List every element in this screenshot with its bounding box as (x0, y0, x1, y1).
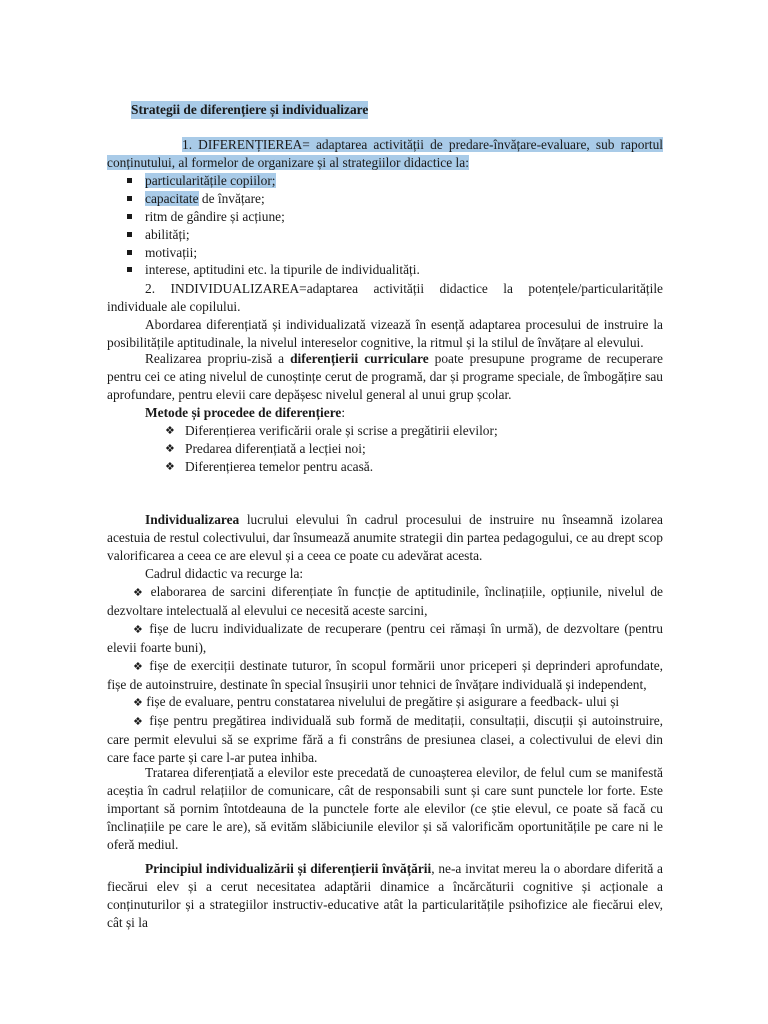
square-bullet-icon (127, 267, 132, 272)
diamond-bullet-icon: ❖ (165, 459, 175, 473)
diamond-bullet-icon: ❖ (133, 696, 143, 710)
list-item: ❖ fișe de evaluare, pentru constatarea nivelului de pregătire și asigurare a feedback- ului și (133, 694, 620, 710)
list-item: ❖ Predarea diferențiată a lecției noi; (165, 440, 366, 456)
list-item: ❖ fișe de lucru individualizate de recuperare (pentru cei rămași în urmă), de dezvoltare (pentru elevii foarte buni), (107, 620, 663, 655)
diamond-bullet-icon: ❖ (133, 586, 146, 599)
list-particularitati (107, 172, 663, 279)
paragraph-tratarea: Tratarea diferențiată a elevilor este precedată de cunoașterea elevilor, de felul cum se manifestă aceștia în cadrul relațiilor de comunicare, cât de responsabili sunt și care sunt punctele lor forte. Este important să pornim întotdeauna de la punctele forte ale elevilor (ce știe elevul, ce poate să facă cu înclinațiile pe care le are), să evităm slăbiciunile elevilor și să valorificăm oportunitățile pe care ni le oferă mediul. (107, 765, 663, 852)
square-bullet-icon (127, 178, 132, 183)
paragraph-principiul: Principiul individualizării și diferențierii învățării, ne-a invitat mereu la o abordare diferită a fiecărui elev și a cerut necesitatea adaptării dinamice a încărcăturii cognitive și acționale a conținuturilor și a strategiilor instructiv-educative atât la particularitățile psihofizice ale fiecărui elev, cât și la (107, 861, 663, 930)
list-item: particularitățile copiilor; (107, 172, 663, 190)
list-recurge (107, 583, 663, 767)
diamond-bullet-icon: ❖ (165, 423, 175, 437)
list-item: ❖ Diferențierea temelor pentru acasă. (165, 458, 374, 474)
methods-section: Metode și procedee de diferențiere: ❖ Diferențierea verificării orale și scrise a pregătirii elevilor; ❖ Predarea diferențiată a lecției noi; ❖ Diferențierea temelor pentru acasă. (107, 404, 663, 476)
list-item: ❖ Diferențierea verificării orale și scrise a pregătirii elevilor; (165, 422, 498, 438)
paragraph-individualizarea-lucrului: Individualizarea lucrului elevului în cadrul procesului de instruire nu înseamnă izolarea acestuia de restul colectivului, dar însumează anumite strategii din partea pedagogului, ce au drept scop valorificarea a ceea ce are elevul și a ceea ce poate cu adevărat acesta. (107, 512, 663, 563)
square-bullet-icon (127, 232, 132, 237)
paragraph-realizarea: Realizarea propriu-zisă a diferențierii curriculare poate presupune programe de recuperare pentru cei ce ating nivelul de cunoștințe cerut de programă, dar și programe speciale, de îmbogățire sau aprofundare, pentru elevii care depășesc nivelul general al unui grup școlar. (107, 351, 663, 402)
paragraph-cadrul-didactic: Cadrul didactic va recurge la: (145, 566, 304, 581)
page-title: Strategii de diferențiere și individualizare (131, 102, 369, 117)
list-item: motivații; (107, 244, 663, 262)
list-item: ❖ fișe de exerciții destinate tuturor, în scopul formării unor priceperi și deprinderi aprofundate, fișe de autoinstruire, destinate în special însușirii unor tehnici de învățare individuală și independent, (107, 657, 663, 692)
highlighted-definition: 1. DIFERENȚIEREA= adaptarea activității de predare-învățare-evaluare, sub raportul conținutului, al formelor de organizare și al strategiilor didactice la: (107, 137, 663, 170)
list-item: ❖ fișe pentru pregătirea individuală sub formă de meditații, consultații, discuții și autoinstruire, care permit elevului să se exprime fără a fi constrâns de presiunea clasei, a colectivului de elevi din care face parte și care l-ar putea inhiba. (107, 713, 663, 766)
paragraph-diferentierea (107, 136, 663, 172)
diamond-bullet-icon: ❖ (165, 441, 175, 455)
list-item: ❖ elaborarea de sarcini diferențiate în funcție de aptitudinile, înclinațiile, opțiunile, nivelul de dezvoltare intelectuală al elevului ce necesită aceste sarcini, (107, 584, 663, 618)
methods-heading: Metode și procedee de diferențiere (145, 405, 342, 420)
paragraph-abordarea: Abordarea diferențiată și individualizată vizează în esență adaptarea procesului de instruire la posibilitățile aptitudinale, la nivelul intereselor cognitive, la ritmul și la stilul de învățare al elevului. (107, 317, 663, 350)
square-bullet-icon (127, 250, 132, 255)
list-item: capacitate de învățare; (107, 190, 663, 208)
diamond-bullet-icon: ❖ (133, 659, 145, 673)
list-item: abilități; (107, 226, 663, 244)
list-item: interese, aptitudini etc. la tipurile de individualități. (107, 261, 663, 279)
square-bullet-icon (127, 214, 132, 219)
diamond-bullet-icon: ❖ (133, 715, 145, 729)
diamond-bullet-icon: ❖ (133, 622, 145, 636)
list-item: ritm de gândire și acțiune; (107, 208, 663, 226)
paragraph-individualizarea: 2. INDIVIDUALIZAREA=adaptarea activității didactice la potențele/particularitățile individuale ale copilului. (107, 281, 663, 314)
square-bullet-icon (127, 196, 132, 201)
